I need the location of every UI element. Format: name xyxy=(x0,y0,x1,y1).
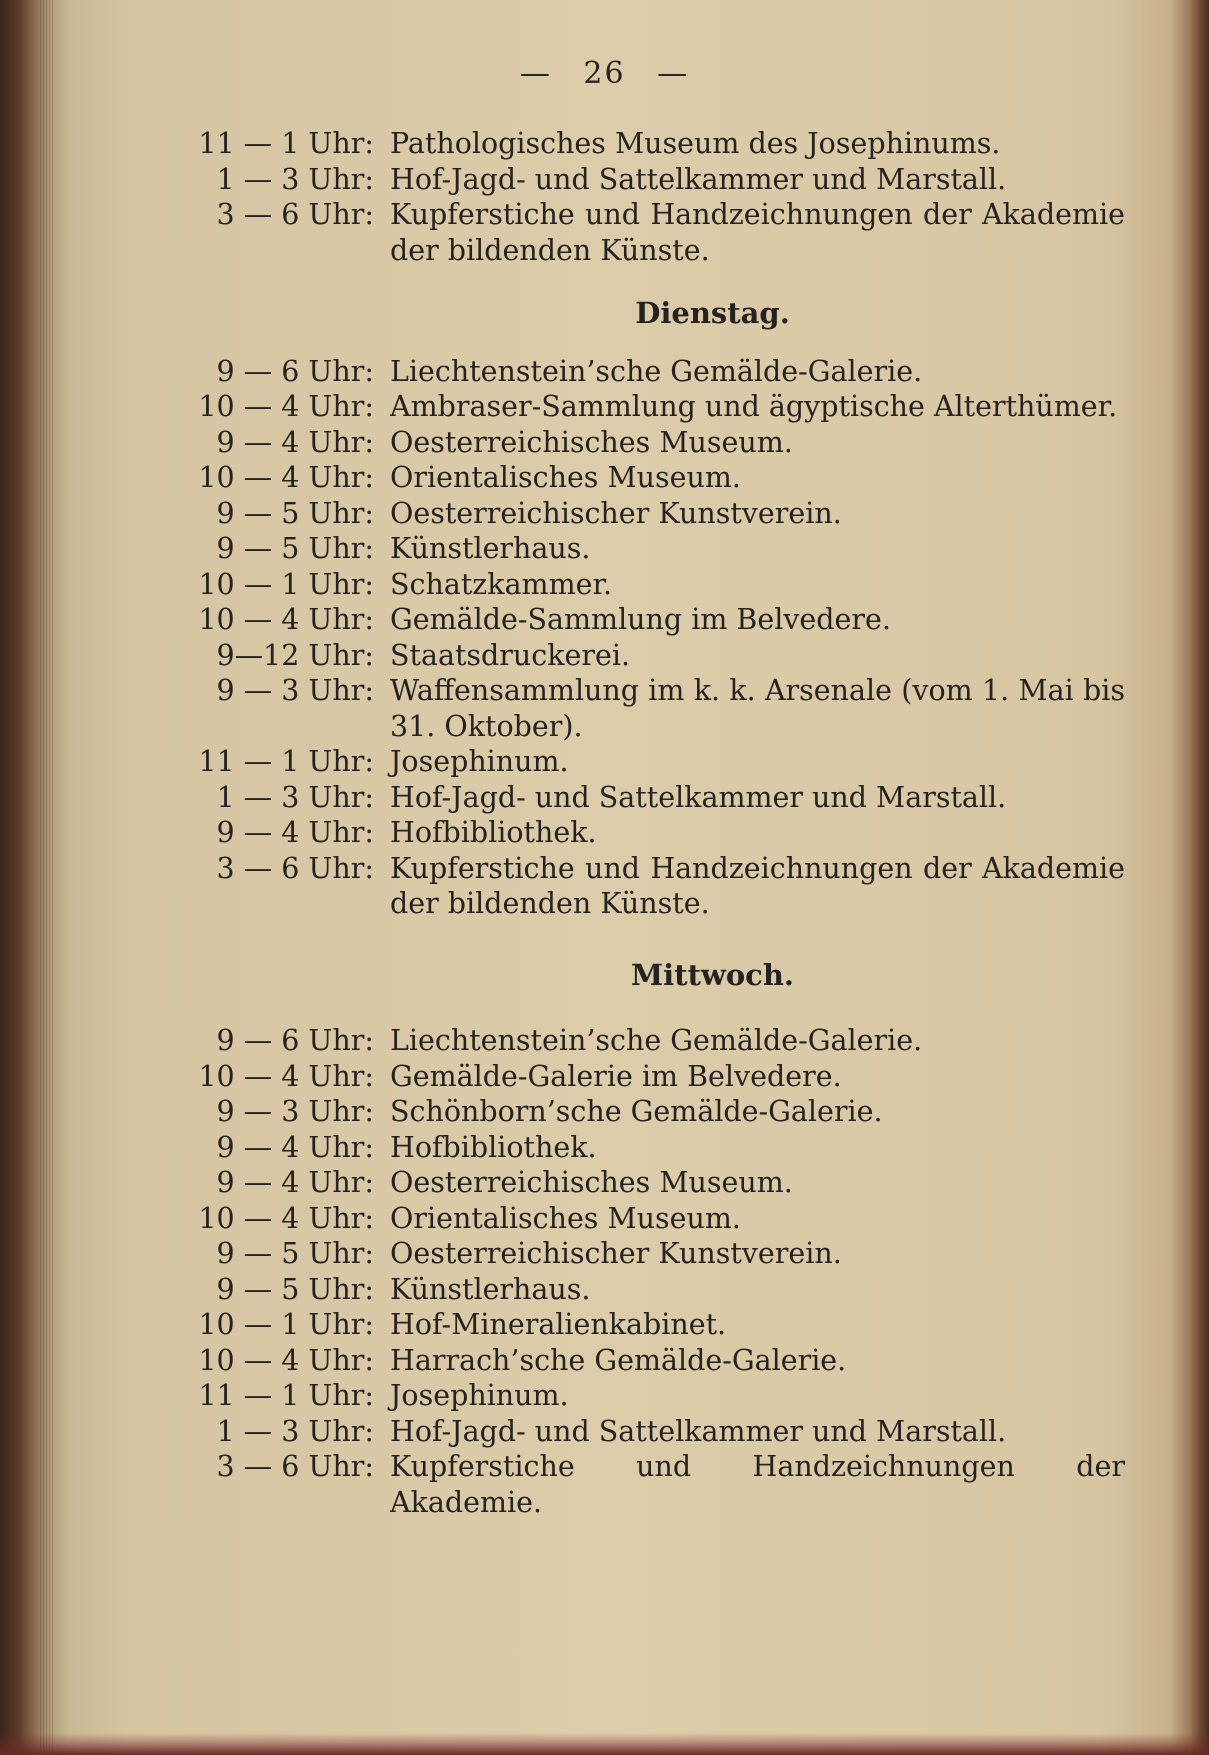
entry-text: Oesterreichisches Museum. xyxy=(390,1166,793,1199)
entry-time: 9 — 6 Uhr: xyxy=(216,1024,374,1057)
entry-text: Pathologisches Museum des Josephinums. xyxy=(390,127,1001,160)
entry-text: Gemälde-Sammlung im Belvedere. xyxy=(390,603,891,636)
section-title-dienstag: Dienstag. xyxy=(635,296,790,330)
page-header xyxy=(0,56,1209,91)
schedule-entry xyxy=(150,1023,1125,1059)
entry-time: 9 — 5 Uhr: xyxy=(216,1237,374,1270)
entry-text: Künstlerhaus. xyxy=(390,1272,591,1306)
entry-text: Josephinum. xyxy=(390,745,569,778)
entry-time: 9 — 6 Uhr: xyxy=(216,354,374,388)
entry-time: 9 — 3 Uhr: xyxy=(216,1095,374,1128)
page-number: 26 xyxy=(583,56,626,91)
schedule-entry xyxy=(150,602,1125,638)
schedule-entry xyxy=(150,673,1125,744)
schedule-entry xyxy=(150,1165,1125,1201)
entry-time: 10 — 4 Uhr: xyxy=(198,603,374,636)
schedule-entry xyxy=(150,197,1125,268)
entry-time: 9 — 5 Uhr: xyxy=(216,496,374,530)
entry-time: 9 — 4 Uhr: xyxy=(216,1166,374,1199)
schedule-entry xyxy=(150,780,1125,816)
entry-text: Hofbibliothek. xyxy=(390,1130,597,1164)
entry-time: 10 — 4 Uhr: xyxy=(198,390,374,423)
header-dash-right: — xyxy=(657,56,690,91)
schedule-entry xyxy=(150,567,1125,603)
schedule-entry xyxy=(150,162,1125,198)
schedule-entry xyxy=(150,496,1125,532)
schedule-entry xyxy=(150,1201,1125,1237)
entry-text: Oesterreichisches Museum. xyxy=(390,425,793,459)
schedule-entry xyxy=(150,126,1125,162)
entry-time: 11 — 1 Uhr: xyxy=(198,745,374,778)
mittwoch-list xyxy=(150,1023,1125,1520)
schedule-entry xyxy=(150,1236,1125,1272)
schedule-entry xyxy=(150,460,1125,496)
page-edge-shading xyxy=(40,0,54,1755)
schedule-entry xyxy=(150,851,1125,922)
entry-time: 1 — 3 Uhr: xyxy=(216,780,374,814)
entry-text: Oesterreichischer Kunstverein. xyxy=(390,1237,842,1270)
entry-text: Josephinum. xyxy=(390,1379,569,1412)
entry-time: 9 — 5 Uhr: xyxy=(216,532,374,565)
page-bottom-edge xyxy=(0,1733,1209,1755)
entry-time: 9 — 4 Uhr: xyxy=(216,425,374,459)
entry-time: 10 — 4 Uhr: xyxy=(198,1343,374,1377)
section-title-mittwoch: Mittwoch. xyxy=(630,957,795,992)
schedule-entry xyxy=(150,1094,1125,1130)
entry-text: Harrach’sche Gemälde-Galerie. xyxy=(390,1343,847,1377)
schedule-entry xyxy=(150,531,1125,567)
entry-text: Waffensammlung im k. k. Arsenale (vom 1. Mai bis 31. Oktober). xyxy=(390,674,1125,743)
entry-text: Schönborn’sche Gemälde-Galerie. xyxy=(390,1095,883,1128)
entry-time: 1 — 3 Uhr: xyxy=(216,1414,374,1448)
schedule-content xyxy=(150,126,1125,1520)
schedule-entry xyxy=(150,1343,1125,1379)
entry-time: 3 — 6 Uhr: xyxy=(216,1450,374,1483)
schedule-entry xyxy=(150,1449,1125,1520)
entry-text: Kupferstiche und Handzeichnungen der Akademie der bildenden Künste. xyxy=(390,198,1125,267)
entry-text: Orientalisches Museum. xyxy=(390,461,741,494)
entry-time: 11 — 1 Uhr: xyxy=(198,1379,374,1412)
entry-time: 10 — 1 Uhr: xyxy=(198,567,374,601)
intro-list xyxy=(150,126,1125,268)
entry-text: Schatzkammer. xyxy=(390,567,613,601)
header-dash-left: — xyxy=(519,56,552,91)
schedule-entry xyxy=(150,744,1125,780)
schedule-entry xyxy=(150,1414,1125,1450)
entry-text: Liechtenstein’sche Gemälde-Galerie. xyxy=(390,1024,923,1057)
schedule-entry xyxy=(150,638,1125,674)
entry-text: Hof-Mineralienkabinet. xyxy=(390,1308,727,1341)
schedule-entry xyxy=(150,389,1125,425)
entry-text: Kupferstiche und Handzeichnungen der Akademie. xyxy=(390,1450,1125,1519)
entry-time: 11 — 1 Uhr: xyxy=(198,127,374,160)
entry-time: 3 — 6 Uhr: xyxy=(216,198,374,231)
entry-time: 9—12 Uhr: xyxy=(216,638,374,672)
entry-time: 9 — 5 Uhr: xyxy=(216,1272,374,1306)
schedule-entry xyxy=(150,815,1125,851)
entry-text: Liechtenstein’sche Gemälde-Galerie. xyxy=(390,354,923,388)
entry-text: Oesterreichischer Kunstverein. xyxy=(390,496,842,530)
entry-time: 1 — 3 Uhr: xyxy=(216,162,374,196)
entry-text: Gemälde-Galerie im Belvedere. xyxy=(390,1059,842,1093)
entry-text: Hof-Jagd- und Sattelkammer und Marstall. xyxy=(390,780,1007,814)
schedule-entry xyxy=(150,425,1125,461)
entry-time: 9 — 3 Uhr: xyxy=(216,674,374,707)
entry-text: Hof-Jagd- und Sattelkammer und Marstall. xyxy=(390,1414,1007,1448)
entry-time: 3 — 6 Uhr: xyxy=(216,851,374,885)
dienstag-list xyxy=(150,354,1125,922)
entry-time: 9 — 4 Uhr: xyxy=(216,816,374,849)
entry-text: Orientalisches Museum. xyxy=(390,1201,741,1235)
entry-time: 9 — 4 Uhr: xyxy=(216,1130,374,1164)
schedule-entry xyxy=(150,1272,1125,1308)
entry-time: 10 — 4 Uhr: xyxy=(198,1059,374,1093)
schedule-entry xyxy=(150,1059,1125,1095)
schedule-entry xyxy=(150,1307,1125,1343)
entry-text: Staatsdruckerei. xyxy=(390,638,631,672)
entry-text: Kupferstiche und Handzeichnungen der Akademie der bildenden Künste. xyxy=(390,851,1125,920)
entry-text: Hof-Jagd- und Sattelkammer und Marstall. xyxy=(390,162,1007,196)
schedule-entry xyxy=(150,1378,1125,1414)
schedule-entry xyxy=(150,354,1125,390)
entry-text: Ambraser-Sammlung und ägyptische Alterthümer. xyxy=(390,390,1118,423)
entry-time: 10 — 4 Uhr: xyxy=(198,461,374,494)
entry-text: Hofbibliothek. xyxy=(390,816,597,849)
entry-time: 10 — 1 Uhr: xyxy=(198,1308,374,1341)
schedule-entry xyxy=(150,1130,1125,1166)
entry-time: 10 — 4 Uhr: xyxy=(198,1201,374,1235)
entry-text: Künstlerhaus. xyxy=(390,532,591,565)
